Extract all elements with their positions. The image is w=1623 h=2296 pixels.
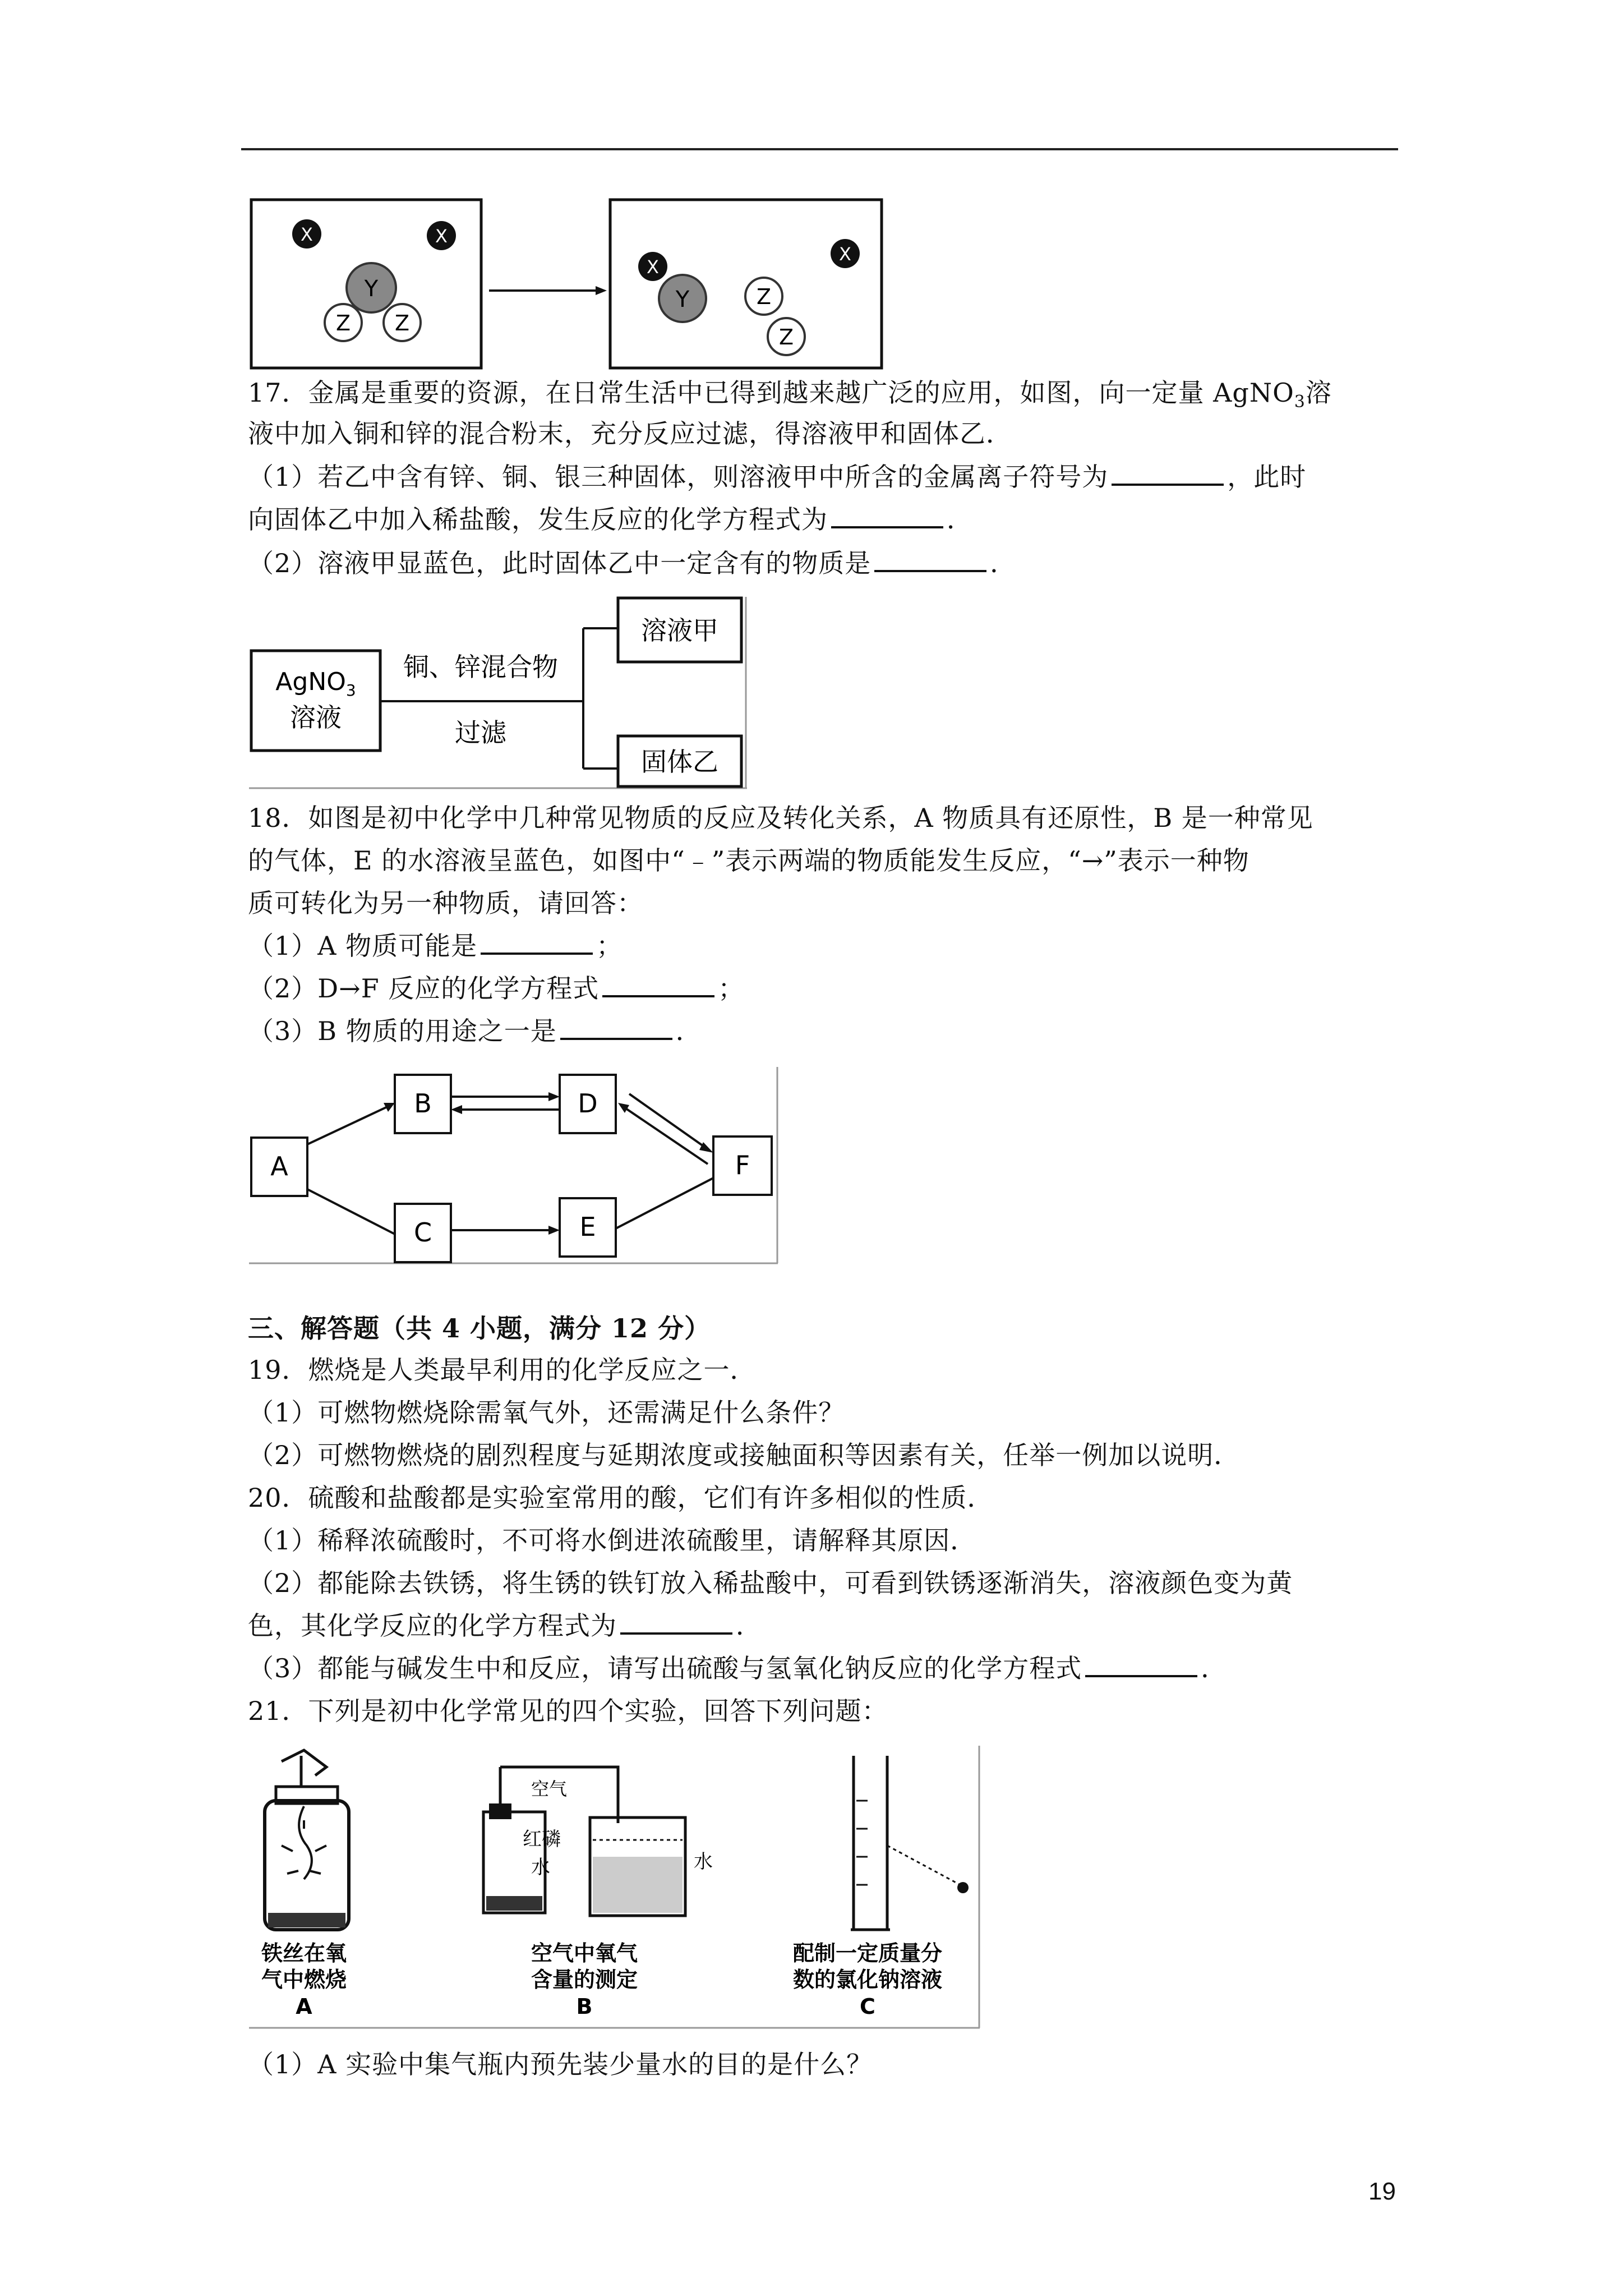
q19-part1: （1）可燃物燃烧除需氧气外，还需满足什么条件？ [248,1397,845,1428]
svg-text:B: B [576,1994,593,2019]
q18-part1: （1）A 物质可能是 ； [248,931,623,961]
svg-text:X: X [301,224,313,245]
svg-text:水: 水 [531,1856,550,1879]
svg-text:A: A [270,1151,288,1181]
q20-part2: （2）都能除去铁锈，将生锈的铁钉放入稀盐酸中，可看到铁锈逐渐消失，溶液颜色变为黄 [248,1568,1293,1598]
svg-text:D: D [578,1088,598,1119]
particle-z-1 [325,304,362,341]
svg-text:F: F [735,1150,750,1180]
svg-text:过滤: 过滤 [455,717,506,748]
svg-text:溶液: 溶液 [290,702,342,733]
svg-text:Z: Z [335,311,351,335]
q20-part3: （3）都能与碱发生中和反应，请写出硫酸与氢氧化钠反应的化学方程式 ． [248,1653,1228,1683]
section3-title: 三、解答题（共 4 小题，满分 12 分） [248,1313,711,1343]
q20-part2-cont: 色，其化学反应的化学方程式为 ． [248,1611,762,1641]
particle-x-1 [292,219,321,249]
svg-text:Y: Y [364,276,379,302]
svg-text:X: X [647,256,659,278]
particle-reaction-figure [248,196,893,370]
svg-text:E: E [579,1212,596,1242]
particle-x-3 [831,239,860,268]
svg-text:Z: Z [756,284,772,309]
q18-part3: （3）B 物质的用途之一是 ． [248,1016,702,1046]
svg-text:铁丝在氧: 铁丝在氧 [261,1941,347,1966]
reaction-arrow [489,286,607,295]
particle-x-product [638,252,667,281]
svg-text:空气: 空气 [531,1778,568,1800]
svg-text:气中燃烧: 气中燃烧 [261,1967,347,1992]
svg-text:C: C [413,1217,432,1248]
q18-stem-line2: 的气体，E 的水溶液呈蓝色，如图中“﹣”表示两端的物质能发生反应，“→”表示一种物 [248,845,1249,876]
svg-text:C: C [860,1994,875,2019]
svg-text:红磷: 红磷 [523,1828,561,1851]
q17-part1: （1）若乙中含有锌、铜、银三种固体，则溶液甲中所含的金属离子符号为 ，此时 [248,462,1307,492]
svg-text:空气中氧气: 空气中氧气 [531,1941,638,1966]
page-number: 19 [1368,2178,1396,2205]
q17-stem-line1: 17．金属是重要的资源，在日常生活中已得到越来越广泛的应用，如图，向一定量 AgNO$_3$溶 [248,378,1332,412]
particle-z-4 [768,318,805,355]
svg-text:X: X [839,243,851,265]
svg-text:水: 水 [694,1851,713,1873]
particle-y [347,263,396,312]
svg-text:配制一定质量分: 配制一定质量分 [792,1941,943,1966]
reaction-network-figure [248,1066,781,1268]
svg-text:含量的测定: 含量的测定 [531,1967,638,1992]
answer-blank[interactable] [831,504,943,528]
experiment-b-apparatus [483,1767,685,1916]
q19-stem: 19．燃烧是人类最早利用的化学反应之一． [248,1355,757,1385]
particle-z-3 [745,278,782,315]
svg-text:A: A [296,1994,312,2019]
svg-text:铜、锌混合物: 铜、锌混合物 [403,652,558,682]
svg-text:Z: Z [778,325,794,349]
svg-text:Y: Y [675,287,690,312]
q17-part2: （2）溶液甲显蓝色，此时固体乙中一定含有的物质是 ． [248,548,1017,578]
q18-stem-line1: 18．如图是初中化学中几种常见物质的反应及转化关系，A 物质具有还原性，B 是一种常见 [248,803,1313,833]
q18-part2: （2）D→F 反应的化学方程式 ； [248,973,745,1004]
q20-stem: 20．硫酸和盐酸都是实验室常用的酸，它们有许多相似的性质． [248,1483,994,1513]
q21-stem: 21．下列是初中化学常见的四个实验，回答下列问题： [248,1696,888,1726]
q17-part1-cont: 向固体乙中加入稀盐酸，发生反应的化学方程式为 ． [248,504,973,535]
answer-blank[interactable] [1112,461,1224,486]
q19-part2: （2）可燃物燃烧的剧烈程度与延期浓度或接触面积等因素有关，任举一例加以说明． [248,1440,1241,1470]
svg-text:X: X [435,226,448,247]
svg-text:B: B [414,1088,432,1119]
answer-blank[interactable] [620,1610,732,1635]
particle-z-2 [384,304,421,341]
answer-blank[interactable] [874,547,986,572]
svg-text:Z: Z [394,311,410,335]
svg-text:固体乙: 固体乙 [641,747,718,777]
particle-x-2 [427,221,456,250]
header-rule [241,148,1398,150]
experiment-c-cylinder [851,1756,969,1930]
q21-part1: （1）A 实验中集气瓶内预先装少量水的目的是什么？ [248,2049,873,2079]
svg-text:溶液甲: 溶液甲 [641,615,718,646]
experiment-a-jar [265,1750,349,1930]
q17-stem-line2: 液中加入铜和锌的混合粉末，充分反应过滤，得溶液甲和固体乙． [248,418,1012,449]
agno3-label: AgNO$_3$ [275,668,356,700]
answer-blank[interactable] [1085,1653,1197,1677]
svg-text:数的氯化钠溶液: 数的氯化钠溶液 [792,1967,943,1992]
q20-part1: （1）稀释浓硫酸时，不可将水倒进浓硫酸里，请解释其原因． [248,1525,977,1556]
filtration-flow-figure [248,595,753,791]
answer-blank[interactable] [560,1015,672,1040]
answer-blank[interactable] [602,973,714,997]
answer-blank[interactable] [481,930,593,955]
experiments-figure [248,1745,983,2031]
q18-stem-line3: 质可转化为另一种物质，请回答： [248,888,643,918]
